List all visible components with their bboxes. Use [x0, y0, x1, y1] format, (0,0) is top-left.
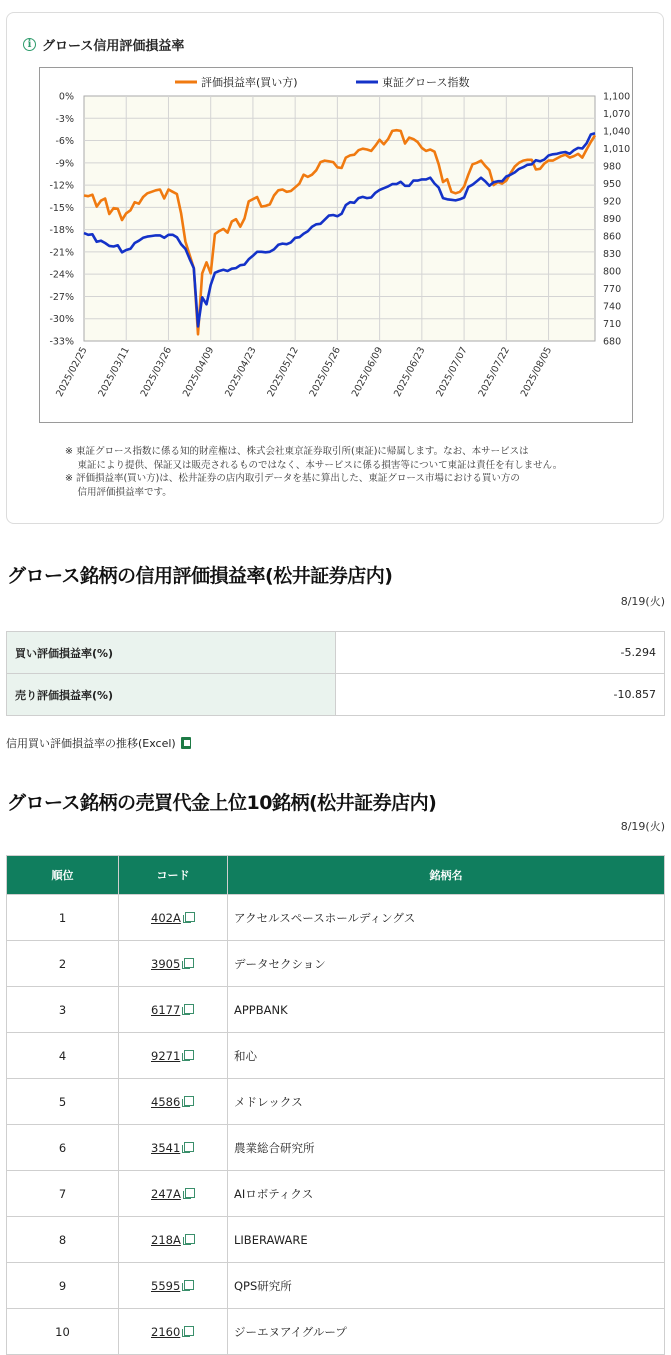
y-right-tick-label: 980 [603, 161, 622, 173]
table-row [7, 941, 665, 987]
table-row [7, 1125, 665, 1171]
y-right-tick-label: 830 [603, 249, 622, 260]
x-tick-label: 2025/06/09 [349, 345, 386, 399]
chart-card-title [23, 35, 184, 54]
rank-cell: 9 [7, 1263, 119, 1309]
y-left-tick-label: -18% [49, 225, 74, 237]
note-line: ※ 評価損益率(買い方)は、松井証券の店内取引データを基に算出した、東証グロース市場における買い方の [65, 473, 520, 484]
y-left-tick-label: -9% [55, 158, 74, 170]
rank-cell: 10 [7, 1309, 119, 1355]
chart-notes [65, 445, 562, 499]
line-chart [40, 68, 632, 422]
sell-eval-value: -10.857 [336, 674, 665, 716]
stock-code-link[interactable]: 9271 [151, 1048, 181, 1063]
rank-cell: 3 [7, 987, 119, 1033]
info-icon: i [23, 38, 36, 51]
ranking-section-title: グロース銘柄の売買代金上位10銘柄(松井証券店内) [7, 792, 437, 814]
y-right-tick-label: 1,100 [603, 91, 631, 103]
code-cell [119, 1125, 228, 1171]
copy-icon[interactable] [184, 1280, 194, 1290]
copy-icon[interactable] [184, 1050, 194, 1060]
excel-download-link[interactable] [6, 735, 191, 751]
chart-frame [39, 67, 633, 423]
excel-link-text[interactable]: 信用買い評価損益率の推移(Excel) [6, 737, 176, 750]
code-cell [119, 1309, 228, 1355]
stock-name-cell: QPS研究所 [228, 1263, 665, 1309]
code-cell [119, 941, 228, 987]
copy-icon[interactable] [184, 1326, 194, 1336]
copy-icon[interactable] [184, 1142, 194, 1152]
stock-code-link[interactable]: 247A [151, 1186, 181, 1201]
y-right-tick-label: 920 [603, 196, 622, 208]
table-row [7, 1079, 665, 1125]
stock-code-link[interactable]: 4586 [151, 1094, 181, 1109]
y-left-tick-label: -21% [49, 247, 74, 259]
stock-code-link[interactable]: 6177 [151, 1002, 181, 1017]
rank-cell: 8 [7, 1217, 119, 1263]
header-rank: 順位 [7, 856, 119, 895]
buy-eval-label: 買い評価損益率(%) [7, 632, 336, 674]
stock-name-cell: 農業総合研究所 [228, 1125, 665, 1171]
y-left-tick-label: -33% [49, 336, 74, 348]
x-tick-label: 2025/03/11 [96, 345, 132, 399]
stock-name-cell: 和心 [228, 1033, 665, 1079]
code-cell [119, 1263, 228, 1309]
y-left-tick-label: -12% [49, 180, 74, 192]
y-right-tick-label: 770 [603, 284, 622, 295]
table-row [7, 1217, 665, 1263]
code-cell [119, 1033, 228, 1079]
y-right-tick-label: 860 [603, 231, 622, 243]
header-code: コード [119, 856, 228, 895]
stock-code-link[interactable]: 5595 [151, 1278, 181, 1293]
legend-label: 東証グロース指数 [382, 76, 470, 89]
plot-area [84, 96, 595, 341]
stock-code-link[interactable]: 402A [151, 910, 181, 925]
code-cell [119, 1171, 228, 1217]
copy-icon[interactable] [185, 1188, 195, 1198]
y-right-tick-label: 740 [603, 301, 622, 313]
stock-name-cell: データセクション [228, 941, 665, 987]
y-left-tick-label: -24% [49, 269, 74, 281]
stock-code-link[interactable]: 3905 [151, 956, 181, 971]
stock-name-cell: APPBANK [228, 987, 665, 1033]
y-left-tick-label: -27% [49, 291, 74, 303]
stock-name-cell: ジーエヌアイグループ [228, 1309, 665, 1355]
rank-cell: 6 [7, 1125, 119, 1171]
y-left-tick-label: 0% [58, 91, 74, 103]
stock-code-link[interactable]: 3541 [151, 1140, 181, 1155]
chart-title-text: グロース信用評価損益率 [42, 39, 185, 54]
table-row [7, 895, 665, 941]
y-left-tick-label: -3% [55, 113, 74, 125]
code-cell [119, 895, 228, 941]
x-tick-label: 2025/07/07 [434, 345, 470, 399]
copy-icon[interactable] [184, 1096, 194, 1106]
stock-name-cell: AIロボティクス [228, 1171, 665, 1217]
eval-section-title: グロース銘柄の信用評価損益率(松井証券店内) [7, 565, 393, 587]
y-left-tick-label: -15% [49, 202, 74, 214]
buy-eval-value: -5.294 [336, 632, 665, 674]
excel-icon[interactable] [181, 737, 191, 749]
eval-table [6, 631, 665, 716]
copy-icon[interactable] [184, 958, 194, 968]
legend-label: 評価損益率(買い方) [201, 76, 298, 89]
note-line: ※ 東証グロース指数に係る知的財産権は、株式会社東京証券取引所(東証)に帰属します。なお、本サービスは [65, 446, 529, 457]
rank-cell: 5 [7, 1079, 119, 1125]
y-left-tick-label: -30% [49, 314, 74, 326]
rank-cell: 7 [7, 1171, 119, 1217]
note-line: 信用評価損益率です。 [65, 486, 172, 498]
copy-icon[interactable] [185, 1234, 195, 1244]
stock-name-cell: アクセルスペースホールディングス [228, 895, 665, 941]
y-left-tick-label: -6% [55, 136, 74, 148]
eval-row-buy [7, 632, 665, 674]
x-tick-label: 2025/04/23 [223, 345, 259, 399]
header-name: 銘柄名 [228, 856, 665, 895]
x-tick-label: 2025/08/05 [518, 345, 555, 399]
y-right-tick-label: 1,010 [603, 144, 631, 155]
chart-card [6, 12, 664, 524]
code-cell [119, 1079, 228, 1125]
eval-date: 8/19(火) [620, 595, 665, 608]
ranking-table [6, 855, 665, 1355]
table-row [7, 1263, 665, 1309]
table-row [7, 987, 665, 1033]
note-line: 東証により提供、保証又は販売されるものではなく、本サービスに係る損害等について東証は責任を有しません。 [65, 459, 563, 471]
copy-icon[interactable] [184, 1004, 194, 1014]
eval-row-sell [7, 674, 665, 716]
code-cell [119, 1217, 228, 1263]
rank-cell: 1 [7, 895, 119, 941]
table-row [7, 1171, 665, 1217]
y-right-tick-label: 680 [603, 336, 622, 348]
table-row [7, 1033, 665, 1079]
x-tick-label: 2025/06/23 [392, 345, 428, 399]
y-right-tick-label: 950 [603, 179, 622, 190]
rank-cell: 2 [7, 941, 119, 987]
ranking-date: 8/19(火) [620, 820, 665, 833]
stock-code-link[interactable]: 218A [151, 1232, 181, 1247]
x-tick-label: 2025/05/26 [307, 345, 344, 399]
rank-cell: 4 [7, 1033, 119, 1079]
copy-icon[interactable] [185, 912, 195, 922]
ranking-header-row [7, 856, 665, 895]
y-right-tick-label: 710 [603, 319, 622, 330]
y-right-tick-label: 1,040 [603, 126, 631, 138]
x-tick-label: 2025/03/26 [138, 345, 175, 399]
code-cell [119, 987, 228, 1033]
y-right-tick-label: 1,070 [603, 109, 631, 120]
x-tick-label: 2025/04/09 [180, 345, 217, 399]
stock-name-cell: LIBERAWARE [228, 1217, 665, 1263]
table-row [7, 1309, 665, 1355]
x-tick-label: 2025/07/22 [476, 345, 512, 399]
x-tick-label: 2025/05/12 [265, 345, 301, 399]
sell-eval-label: 売り評価損益率(%) [7, 674, 336, 716]
y-right-tick-label: 890 [603, 214, 622, 225]
stock-name-cell: メドレックス [228, 1079, 665, 1125]
x-tick-label: 2025/02/25 [54, 345, 90, 399]
stock-code-link[interactable]: 2160 [151, 1324, 181, 1339]
y-right-tick-label: 800 [603, 266, 622, 278]
